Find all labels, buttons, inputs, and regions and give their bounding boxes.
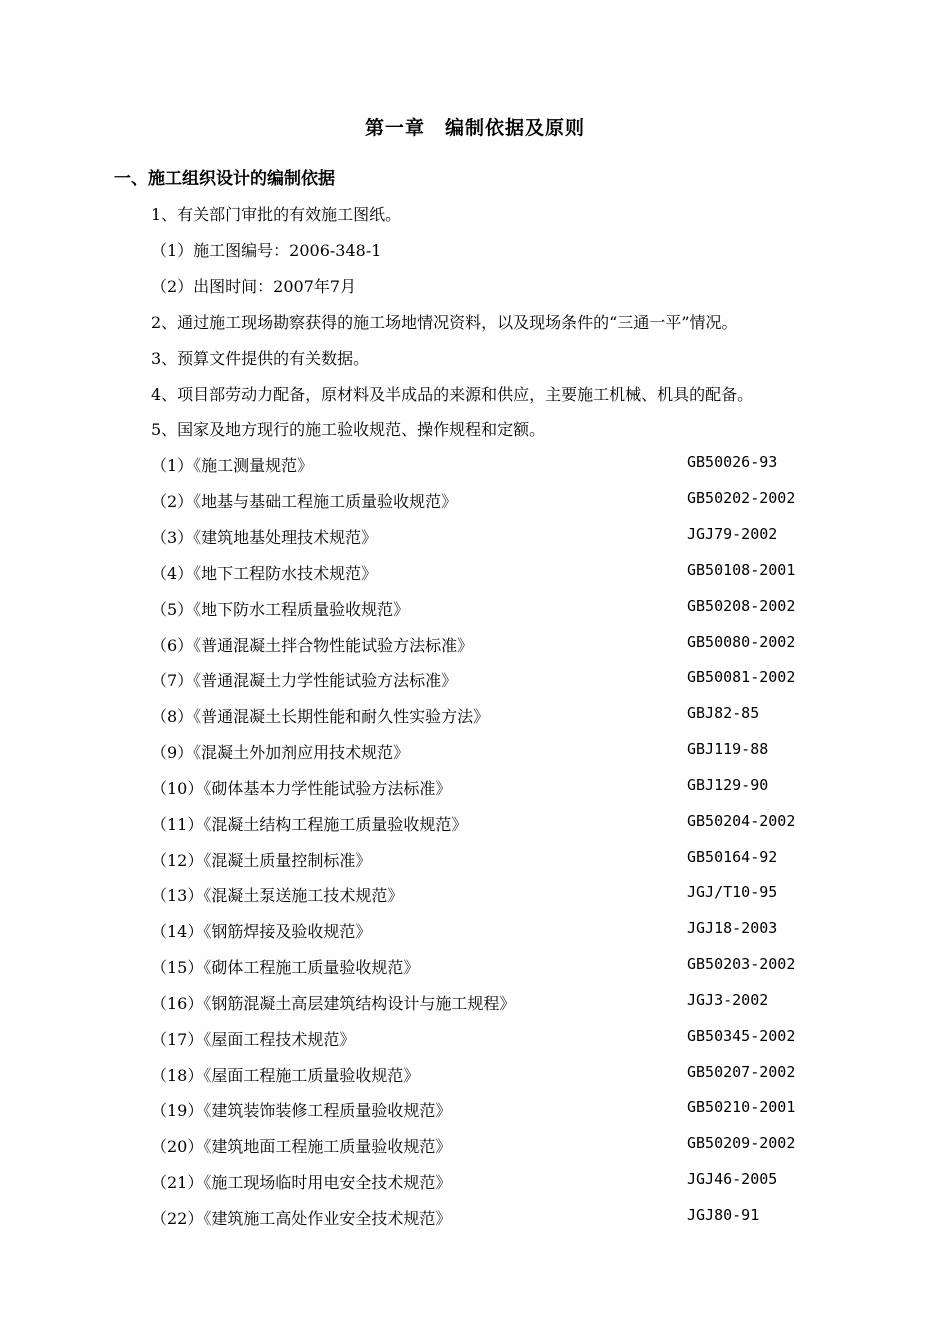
- standard-code: JGJ79-2002: [687, 525, 778, 543]
- standard-name: （12）《混凝土质量控制标准》: [151, 851, 372, 870]
- chapter-title: 第一章 编制依据及原则: [364, 117, 585, 139]
- standard-row: [151, 812, 851, 836]
- standard-name: （19）《建筑装饰装修工程质量验收规范》: [151, 1101, 452, 1120]
- standard-code: JGJ/T10-95: [687, 883, 778, 901]
- standard-code: GB50202-2002: [687, 489, 796, 507]
- standard-row: [151, 704, 851, 728]
- standard-code: GBJ82-85: [687, 704, 760, 722]
- standard-name: （18）《屋面工程施工质量验收规范》: [151, 1066, 420, 1085]
- drawing-number: （1）施工图编号：2006-348-1: [151, 241, 382, 260]
- standard-row: [151, 883, 851, 907]
- basis-item-5: 5、国家及地方现行的施工验收规范、操作规程和定额。: [151, 420, 546, 439]
- standard-row: [151, 561, 851, 585]
- standard-code: JGJ3-2002: [687, 991, 769, 1009]
- standard-name: （3）《建筑地基处理技术规范》: [151, 528, 378, 547]
- standard-name: （20）《建筑地面工程施工质量验收规范》: [151, 1137, 452, 1156]
- standard-row: [151, 1206, 851, 1230]
- standard-row: [151, 453, 851, 477]
- standard-name: （7）《普通混凝土力学性能试验方法标准》: [151, 671, 458, 690]
- basis-item-3: 3、预算文件提供的有关数据。: [151, 349, 370, 368]
- standard-name: （2）《地基与基础工程施工质量验收规范》: [151, 492, 458, 511]
- standard-row: [151, 848, 851, 872]
- drawing-date: （2）出图时间：2007年7月: [151, 277, 357, 296]
- standard-code: GBJ129-90: [687, 776, 769, 794]
- standard-row: [151, 1063, 851, 1087]
- standard-code: GB50164-92: [687, 848, 778, 866]
- standard-row: [151, 1170, 851, 1194]
- standard-code: GBJ119-88: [687, 740, 769, 758]
- standard-name: （13）《混凝土泵送施工技术规范》: [151, 886, 404, 905]
- standard-name: （1）《施工测量规范》: [151, 456, 314, 475]
- standard-row: [151, 597, 851, 621]
- standard-name: （15）《砌体工程施工质量验收规范》: [151, 958, 420, 977]
- standard-name: （14）《钢筋焊接及验收规范》: [151, 922, 372, 941]
- standard-name: （6）《普通混凝土拌合物性能试验方法标准》: [151, 636, 474, 655]
- standard-code: JGJ80-91: [687, 1206, 760, 1224]
- standard-code: JGJ46-2005: [687, 1170, 778, 1188]
- standard-name: （5）《地下防水工程质量验收规范》: [151, 600, 410, 619]
- standard-code: GB50207-2002: [687, 1063, 796, 1081]
- standard-row: [151, 919, 851, 943]
- standard-code: GB50026-93: [687, 453, 778, 471]
- standard-code: GB50108-2001: [687, 561, 796, 579]
- standard-row: [151, 489, 851, 513]
- standard-code: GB50203-2002: [687, 955, 796, 973]
- standard-name: （10）《砌体基本力学性能试验方法标准》: [151, 779, 452, 798]
- standard-code: GB50080-2002: [687, 633, 796, 651]
- standard-row: [151, 1134, 851, 1158]
- standard-row: [151, 668, 851, 692]
- standard-name: （8）《普通混凝土长期性能和耐久性实验方法》: [151, 707, 490, 726]
- standard-code: GB50209-2002: [687, 1134, 796, 1152]
- standard-row: [151, 633, 851, 657]
- standard-code: GB50210-2001: [687, 1098, 796, 1116]
- standard-row: [151, 955, 851, 979]
- standard-code: GB50208-2002: [687, 597, 796, 615]
- standard-row: [151, 1027, 851, 1051]
- standard-row: [151, 525, 851, 549]
- standard-row: [151, 776, 851, 800]
- standard-name: （16）《钢筋混凝土高层建筑结构设计与施工规程》: [151, 994, 516, 1013]
- section-heading: 一、施工组织设计的编制依据: [114, 169, 335, 189]
- standard-name: （22）《建筑施工高处作业安全技术规范》: [151, 1209, 452, 1228]
- standard-name: （11）《混凝土结构工程施工质量验收规范》: [151, 815, 468, 834]
- basis-item-2: 2、通过施工现场勘察获得的施工场地情况资料，以及现场条件的“三通一平”情况。: [151, 313, 738, 332]
- standard-row: [151, 1098, 851, 1122]
- standard-code: GB50345-2002: [687, 1027, 796, 1045]
- standard-name: （9）《混凝土外加剂应用技术规范》: [151, 743, 410, 762]
- standard-name: （21）《施工现场临时用电安全技术规范》: [151, 1173, 452, 1192]
- standard-name: （17）《屋面工程技术规范》: [151, 1030, 356, 1049]
- standard-row: [151, 740, 851, 764]
- standard-name: （4）《地下工程防水技术规范》: [151, 564, 378, 583]
- standard-row: [151, 991, 851, 1015]
- standard-code: JGJ18-2003: [687, 919, 778, 937]
- basis-item-1: 1、有关部门审批的有效施工图纸。: [151, 205, 402, 224]
- standard-code: GB50204-2002: [687, 812, 796, 830]
- standard-code: GB50081-2002: [687, 668, 796, 686]
- basis-item-4: 4、项目部劳动力配备，原材料及半成品的来源和供应，主要施工机械、机具的配备。: [151, 385, 754, 404]
